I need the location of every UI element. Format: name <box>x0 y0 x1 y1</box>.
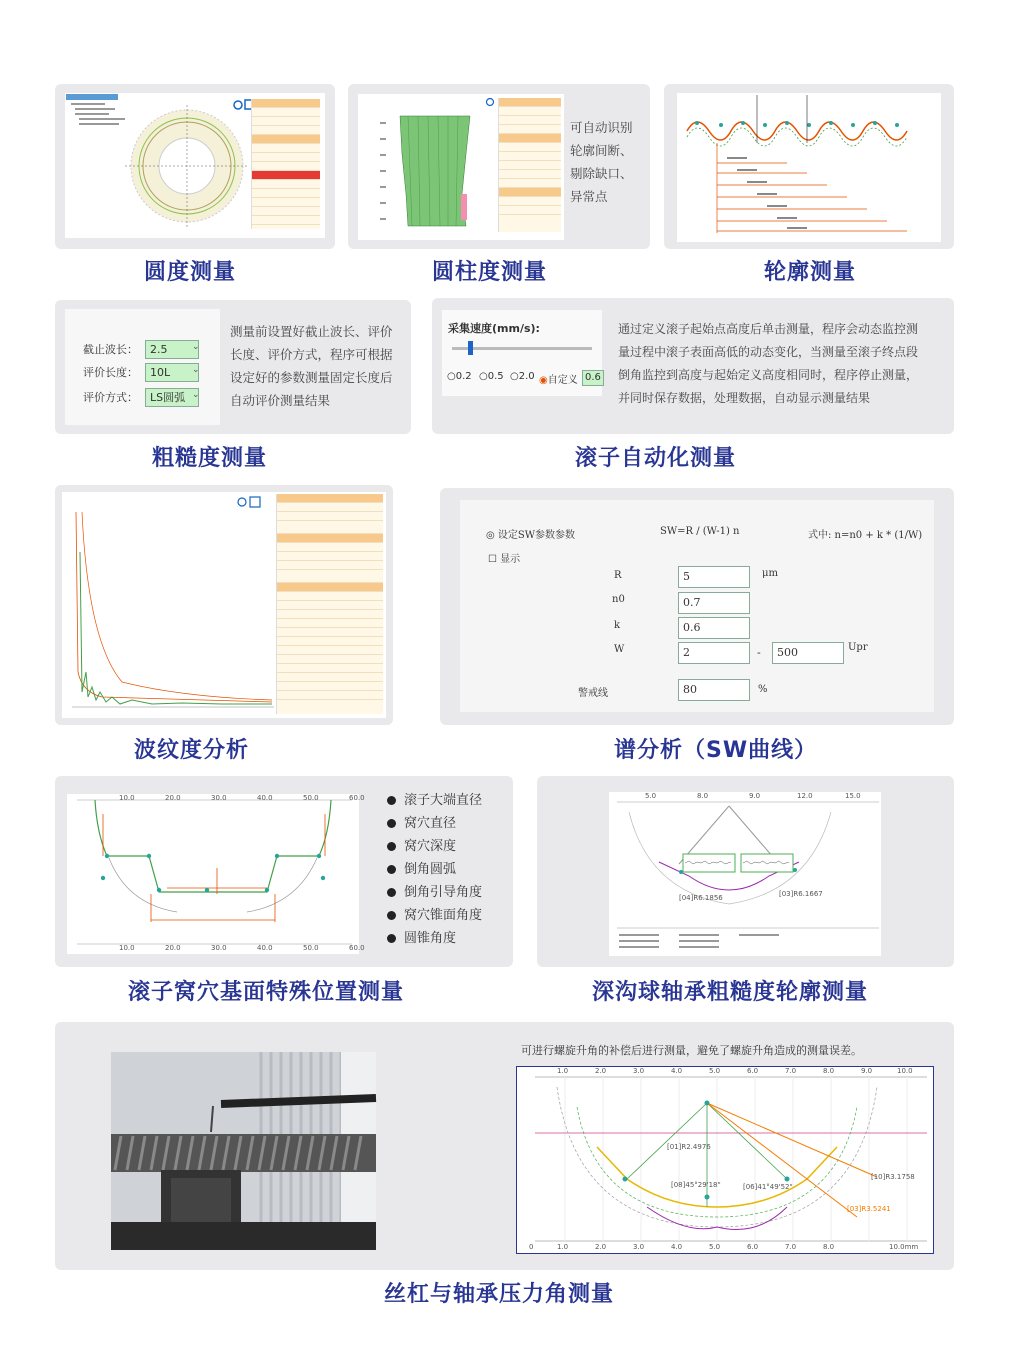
speed-option-3[interactable]: ○2.0 <box>510 371 535 382</box>
screw-description: 可进行螺旋升角的补偿后进行测量，避免了螺旋升角造成的测量误差。 <box>521 1044 862 1057</box>
roughness-settings <box>65 309 220 425</box>
warn-unit: % <box>758 684 768 695</box>
contour-panel <box>664 84 954 249</box>
pocket-feature-list <box>387 789 482 950</box>
screw-photo <box>111 1052 376 1250</box>
screw-panel <box>55 1022 954 1270</box>
k-label: k <box>614 620 621 631</box>
custom-speed-input[interactable]: 0.6 <box>582 370 604 386</box>
sw-title: 谱分析（SW曲线） <box>614 738 818 763</box>
eval-method-select[interactable]: LS圆弧 <box>145 388 199 407</box>
chevron-down-icon: ⌄ <box>192 342 200 352</box>
roundness-title: 圆度测量 <box>144 260 237 285</box>
list-item: 滚子大端直径 <box>387 789 482 812</box>
waviness-panel <box>55 485 393 725</box>
sw-formula: SW=R / (W-1) n <box>660 526 740 537</box>
list-item: 窝穴锥面角度 <box>387 904 482 927</box>
roundness-screenshot <box>65 93 325 238</box>
screw-label-5: [03]R3.5241 <box>847 1205 891 1213</box>
list-item: 窝穴直径 <box>387 812 482 835</box>
screw-label-4: [10]R3.1758 <box>871 1173 915 1181</box>
cylindricity-description: 可自动识别 轮廓间断、 剔除缺口、 异常点 <box>570 120 633 204</box>
sw-param-radio[interactable]: ◎ 设定SW参数参数 <box>486 530 576 541</box>
cutoff-label: 截止波长： <box>83 343 138 356</box>
speed-option-2[interactable]: ○0.5 <box>479 371 504 382</box>
cutoff-select[interactable]: 2.5 <box>145 340 199 359</box>
sw-settings <box>460 500 934 712</box>
roughness-panel <box>55 300 411 434</box>
speed-slider-track[interactable] <box>452 347 592 350</box>
r-unit: μm <box>762 568 778 579</box>
list-item: 倒角引导角度 <box>387 881 482 904</box>
eval-length-label: 评价长度： <box>83 366 138 379</box>
roller-settings <box>442 310 602 396</box>
screw-title: 丝杠与轴承压力角测量 <box>384 1282 615 1307</box>
groove-plot <box>609 792 881 956</box>
roller-panel <box>432 298 954 434</box>
w-range-dash: - <box>757 646 761 659</box>
roughness-description: 测量前设置好截止波长、评价 长度、评价方式，程序可根据 设定好的参数测量固定长度后 自动评价测量结果 <box>230 324 393 408</box>
screw-label-1: [01]R2.4976 <box>667 1143 711 1151</box>
n0-label: n0 <box>612 594 625 605</box>
groove-label-left: [04]R6.1856 <box>679 894 723 902</box>
roundness-panel <box>55 84 335 249</box>
list-item: 窝穴深度 <box>387 835 482 858</box>
screw-chart: 1.0 2.0 3.0 4.0 5.0 6.0 7.0 8.0 9.0 10.0 0 1.0 2.0 3.0 4.0 5.0 6.0 7.0 8.0 10.0mm [01]R2.4976 [08]45°29'18" [06]41°49'52" [10]R3.1758 [03]R3.5241 <box>516 1066 934 1254</box>
cylindricity-result-table <box>498 98 561 232</box>
pocket-panel <box>55 776 513 967</box>
eval-length-select[interactable]: 10L <box>145 363 199 382</box>
list-item: 倒角圆弧 <box>387 858 482 881</box>
roller-description: 通过定义滚子起始点高度后单击测量，程序会动态监控测 量过程中滚子表面高低的动态变化，当测量至滚子终点段 倒角监控到高度与起始定义高度相同时，程序停止测量， 并同时保存数据，处理数据，自动显示测量结果 <box>618 322 919 405</box>
waviness-screenshot <box>62 492 386 718</box>
groove-panel <box>537 776 954 967</box>
cylindricity-panel <box>348 84 650 249</box>
contour-plot <box>677 93 941 242</box>
pocket-plot <box>67 794 359 954</box>
sw-formula-def: 式中: n=n0 + k * (1/W) <box>808 530 923 541</box>
roller-title: 滚子自动化测量 <box>575 446 737 471</box>
n0-input[interactable]: 0.7 <box>678 592 750 614</box>
chevron-down-icon: ⌄ <box>192 390 200 400</box>
groove-title: 深沟球轴承粗糙度轮廓测量 <box>592 980 869 1005</box>
sw-panel <box>440 488 954 725</box>
screw-plot <box>517 1067 933 1253</box>
w-min-input[interactable]: 2 <box>678 642 750 664</box>
roughness-title: 粗糙度测量 <box>152 446 268 471</box>
chevron-down-icon: ⌄ <box>192 365 200 375</box>
waviness-title: 波纹度分析 <box>134 738 250 763</box>
list-item: 圆锥角度 <box>387 927 482 950</box>
roundness-result-table <box>251 99 320 229</box>
w-max-input[interactable]: 500 <box>772 642 844 664</box>
r-input[interactable]: 5 <box>678 566 750 588</box>
eval-method-label: 评价方式： <box>83 391 138 404</box>
pocket-title: 滚子窝穴基面特殊位置测量 <box>128 980 405 1005</box>
show-checkbox[interactable]: ☐ 显示 <box>488 554 521 565</box>
cylindricity-title: 圆柱度测量 <box>432 260 548 285</box>
k-input[interactable]: 0.6 <box>678 617 750 639</box>
speed-option-custom[interactable]: ◉自定义 <box>539 375 578 386</box>
pocket-screenshot: 10.0 20.0 30.0 40.0 50.0 60.0 10.0 20.0 30.0 40.0 50.0 60.0 <box>67 794 359 954</box>
contour-title: 轮廓测量 <box>764 260 857 285</box>
speed-label: 采集速度(mm/s): <box>448 322 540 335</box>
w-label: W <box>614 644 625 655</box>
w-unit: Upr <box>848 642 868 653</box>
r-label: R <box>614 570 622 581</box>
screw-label-2: [08]45°29'18" <box>671 1181 721 1189</box>
groove-screenshot: 5.0 8.0 9.0 12.0 15.0 [04]R6.1856 [03]R6.1667 <box>609 792 881 956</box>
warn-input[interactable]: 80 <box>678 679 750 701</box>
screw-photo-image <box>111 1052 376 1250</box>
speed-option-1[interactable]: ○0.2 <box>447 371 472 382</box>
waviness-result-table <box>276 494 383 714</box>
speed-slider-handle[interactable] <box>468 341 473 355</box>
warn-label: 警戒线 <box>578 688 608 699</box>
groove-label-right: [03]R6.1667 <box>779 890 823 898</box>
cylindricity-screenshot <box>358 94 564 240</box>
screw-label-3: [06]41°49'52" <box>743 1183 793 1191</box>
contour-screenshot <box>677 93 941 242</box>
